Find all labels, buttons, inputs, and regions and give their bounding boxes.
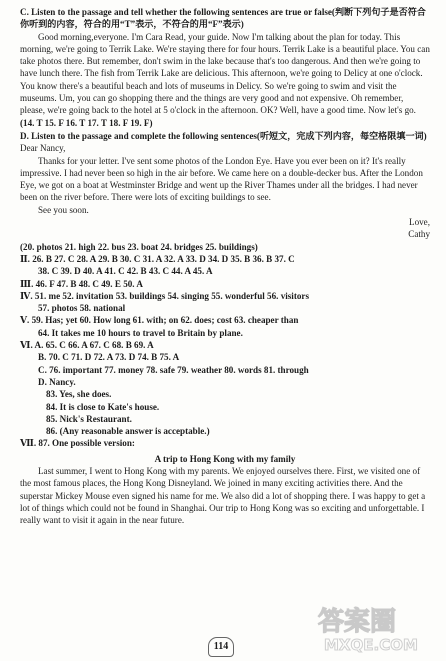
essay-body: Last summer, I went to Hong Kong with my parents. We enjoyed ourselves there. First, we visited one of the most famous places, the Hong Kong Disneyland. We joined in many exciting activities there. And the superstar Mickey Mouse even signed his name for me. We also did a lot of shopping there. I was happy to get a lot of things which could not be found in Shanghai. Our trip to Hong Kong was so exciting and unforgettable. I really want to visit it again in the near future.	[20, 465, 426, 526]
answer-line: Ⅶ. 87. One possible version:	[20, 438, 135, 449]
answer-line: Ⅴ. 59. Has; yet 60. How long 61. with; on 62. does; cost 63. cheaper than	[20, 315, 299, 326]
answer-line: Ⅱ. 26. B 27. C 28. A 29. B 30. C 31. A 32. A 33. D 34. D 35. B 36. B 37. C	[20, 253, 295, 264]
section-d-answers: (20. photos 21. high 22. bus 23. boat 24. bridges 25. buildings)	[20, 241, 258, 252]
answer-line: 57. photos 58. national	[38, 303, 126, 314]
answer-line: 38. C 39. D 40. A 41. C 42. B 43. C 44. A 45. A	[38, 266, 213, 277]
answer-line: Ⅲ. 46. F 47. B 48. C 49. E 50. A	[20, 278, 143, 289]
letter-body: Thanks for your letter. I've sent some photos of the London Eye. Have you ever been on it? It's really impressive. I had never been so high in the air before. We came here on a double-decker bus. After the London Eye, we got on a boat at Westminster Bridge and went up the River Thames under all the bridges. I had never been on the river before. There were lots of exciting buildings to see.	[20, 155, 423, 203]
letter-salutation: Dear Nancy,	[20, 143, 66, 154]
section-c-passage: Good morning,everyone. I'm Cara Read, your guide. Now I'm talking about the plan for today. This morning, we're going to Terrik Lake. We're staying there for four hours. Terrik Lake is a beautiful place. You can take photos there. But remember, don't swim in the lake because that's too dangerous. And then we're going to have lunch there. The fish from Terrik Lake are delicious. This afternoon, we're going to Delicy at one o'clock. You know there's a beautiful beach and lots of museums in Delicy. So we're going to swim and visit the museums. Um, you can go shopping there and the things are very good and not expensive. Oh remember, please, we're going back to the hotel at 5 o'clock in the afternoon. OK? Well, have a good time. Now let's go.	[20, 31, 430, 116]
answer-line: B. 70. C 71. D 72. A 73. D 74. B 75. A	[38, 352, 180, 363]
section-c-heading: C. Listen to the passage and tell whether the following sentences are true or false(判断下列句子是否符合你听到的内容，符合的用“T”表示，不符合的用“F”表示)	[20, 7, 426, 30]
letter-signature: Cathy	[408, 229, 430, 240]
essay-title: A trip to Hong Kong with my family	[154, 453, 296, 464]
section-d-heading: D. Listen to the passage and complete the following sentences(听短文，完成下列内容，每空格限填一词)	[20, 130, 427, 141]
answer-page	[20, 6, 430, 526]
watermark-logo	[312, 600, 442, 656]
answer-line: C. 76. important 77. money 78. safe 79. weather 80. words 81. through	[38, 364, 309, 375]
answer-line: D. Nancy.	[38, 376, 76, 387]
answer-line: 85. Nick's Restaurant.	[46, 413, 132, 424]
watermark-url: MXQE.COM	[324, 636, 418, 654]
answer-line: Ⅳ. 51. me 52. invitation 53. buildings 54. singing 55. wonderful 56. visitors	[20, 290, 309, 301]
answer-line: 84. It is close to Kate's house.	[46, 401, 160, 412]
answer-line: Ⅵ. A. 65. C 66. A 67. C 68. B 69. A	[20, 340, 154, 351]
page-number: 114	[208, 637, 234, 657]
watermark-text: 答案圈	[318, 607, 397, 637]
answer-line: 86. (Any reasonable answer is acceptable.)	[46, 426, 210, 437]
section-c-answers: (14. T 15. F 16. T 17. T 18. F 19. F)	[20, 117, 153, 128]
answer-line: 64. It takes me 10 hours to travel to Britain by plane.	[38, 327, 243, 338]
answer-line: 83. Yes, she does.	[46, 389, 112, 400]
letter-closing: Love,	[409, 217, 430, 228]
letter-sign-off: See you soon.	[38, 204, 89, 215]
